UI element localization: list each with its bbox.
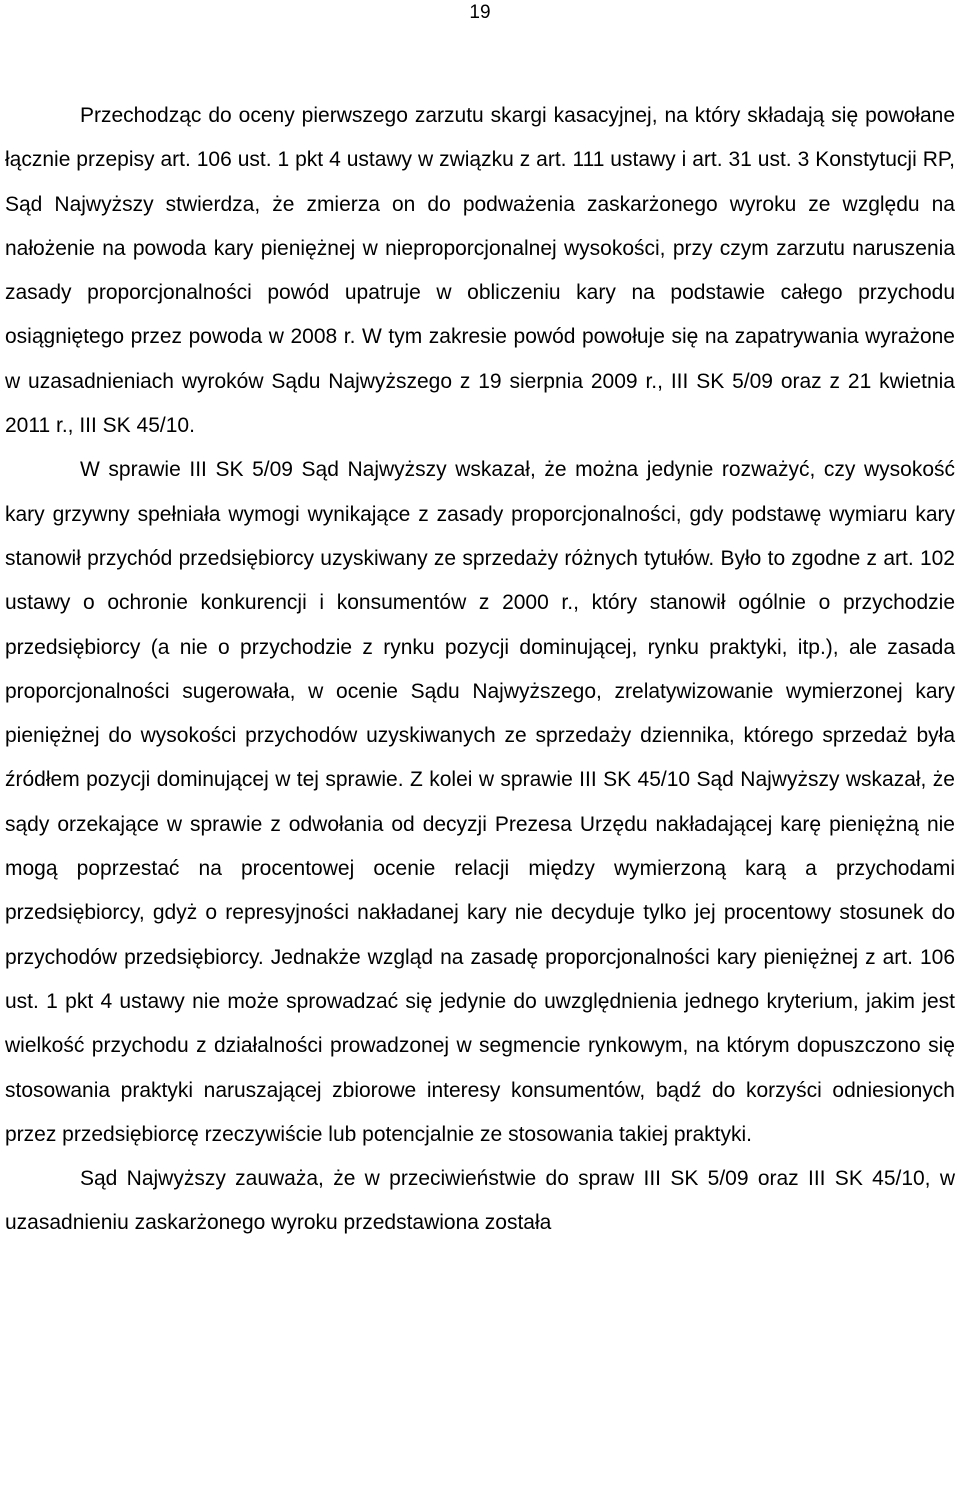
paragraph-2: W sprawie III SK 5/09 Sąd Najwyższy wskazał, że można jedynie rozważyć, czy wysokość kary grzywny spełniała wymogi wynikające z zasady proporcjonalności, gdy podstawę wymiaru kary stanowił przychód przedsiębiorcy uzyskiwany ze sprzedaży różnych tytułów. Było to zgodne z art. 102 ustawy o ochronie konkurencji i konsumentów z 2000 r., który stanowił ogólnie o przychodzie przedsiębiorcy (a nie o przychodzie z rynku pozycji dominującej, rynku praktyki, itp.), ale zasada proporcjonalności sugerowała, w ocenie Sądu Najwyższego, zrelatywizowanie wymierzonej kary pieniężnej do wysokości przychodów uzyskiwanych ze sprzedaży dziennika, którego sprzedaż była źródłem pozycji dominującej w tej sprawie. Z kolei w sprawie III SK 45/10 Sąd Najwyższy wskazał, że sądy orzekające w sprawie z odwołania od decyzji Prezesa Urzędu nakładającej karę pieniężną nie mogą poprzestać na procentowej ocenie relacji między wymierzoną karą a przychodami przedsiębiorcy, gdyż o represyjności nakładanej kary nie decyduje tylko jej procentowy stosunek do przychodów przedsiębiorcy. Jednakże wzgląd na zasadę proporcjonalności kary pieniężnej z art. 106 ust. 1 pkt 4 ustawy nie może sprowadzać się jedynie do uwzględnienia jednego kryterium, jakim jest wielkość przychodu z działalności prowadzonej w segmencie rynkowym, na którym dopuszczono się stosowania praktyki naruszającej zbiorowe interesy konsumentów, bądź do korzyści odniesionych przez przedsiębiorcę rzeczywiście lub potencjalnie ze stosowania takiej praktyki. <box>5 458 955 1146</box>
paragraph-1: Przechodząc do oceny pierwszego zarzutu skargi kasacyjnej, na który składają się powołane łącznie przepisy art. 106 ust. 1 pkt 4 ustawy w związku z art. 111 ustawy i art. 31 ust. 3 Konstytucji RP, Sąd Najwyższy stwierdza, że zmierza on do podważenia zaskarżonego wyroku ze względu na nałożenie na powoda kary pieniężnej w nieproporcjonalnej wysokości, przy czym zarzutu naruszenia zasady proporcjonalności powód upatruje w obliczeniu kary na podstawie całego przychodu osiągniętego przez powoda w 2008 r. W tym zakresie powód powołuje się na zapatrywania wyrażone w uzasadnieniach wyroków Sądu Najwyższego z 19 sierpnia 2009 r., III SK 5/09 oraz z 21 kwietnia 2011 r., III SK 45/10. <box>5 104 955 438</box>
paragraph-3: Sąd Najwyższy zauważa, że w przeciwieństwie do spraw III SK 5/09 oraz III SK 45/10, w uzasadnieniu zaskarżonego wyroku przedstawiona została <box>5 1167 955 1235</box>
page-number: 19 <box>469 2 491 23</box>
document-body <box>5 94 955 1246</box>
